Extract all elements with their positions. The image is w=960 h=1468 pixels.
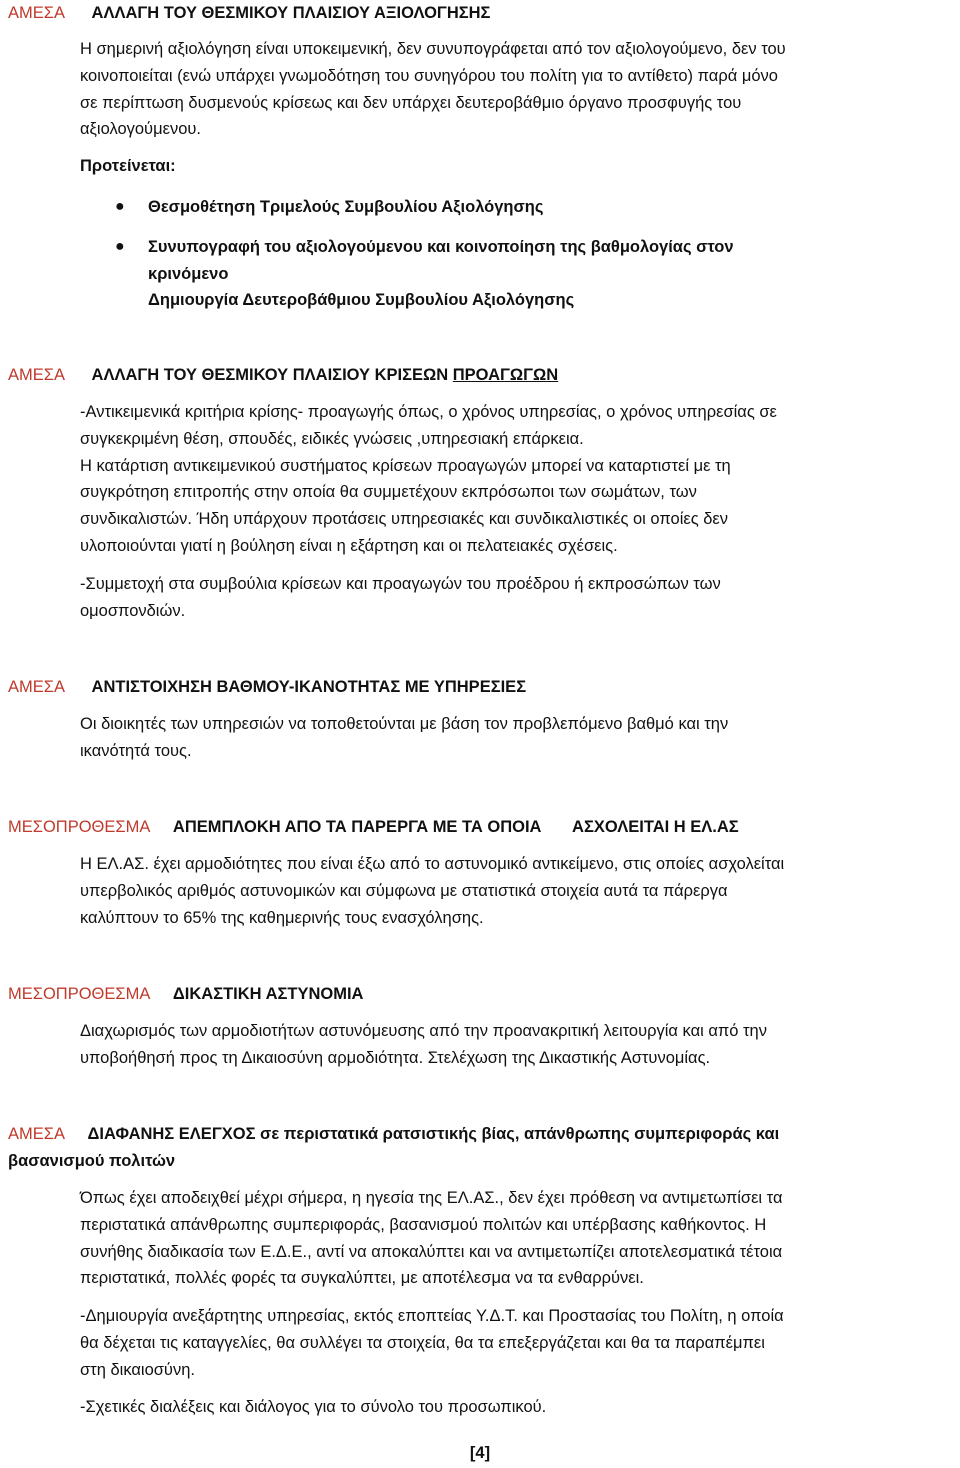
section-6-paragraph-3: -Σχετικές διαλέξεις και διάλογος για το σύνολο του προσωπικού. bbox=[80, 1398, 547, 1416]
section-6-paragraph-1 bbox=[80, 1185, 950, 1292]
list-item-extra: Δημιουργία Δευτεροβάθμιου Συμβουλίου Αξιολόγησης bbox=[148, 291, 575, 310]
section-1-line: κοινοποιείται (ενώ υπάρχει γνωμοδότηση του συνηγόρου του πολίτη για το αντίθετο) παρά μόνο bbox=[80, 66, 778, 85]
section-2-paragraph bbox=[80, 399, 950, 560]
bullet-dot-icon: ● bbox=[115, 198, 125, 215]
section-1-line: αξιολογούμενου. bbox=[80, 120, 201, 139]
section-6-line: περιστατικά, πολλές φορές τα συγκαλύπτει, με αποτέλεσμα να τα ενθαρρύνει. bbox=[80, 1269, 644, 1288]
section-2-line: ομοσπονδιών. bbox=[80, 601, 186, 620]
section-4-heading bbox=[8, 814, 739, 841]
section-1-line: σε περίπτωση δυσμενούς κρίσεως και δεν υπάρχει δευτεροβάθμιο όργανο προσφυγής του bbox=[80, 93, 742, 112]
section-2-tag: ΑΜΕΣΑ bbox=[8, 366, 65, 384]
section-2-line: συγκρότηση επιτροπής στην οποία θα συμμετέχουν εκπρόσωποι των σωμάτων, των bbox=[80, 483, 697, 502]
section-2-title: ΑΛΛΑΓΗ ΤΟΥ ΘΕΣΜΙΚΟΥ ΠΛΑΙΣΙΟΥ ΚΡΙΣΕΩΝ bbox=[91, 366, 453, 384]
list-item-continuation: κρινόμενο bbox=[148, 264, 229, 283]
section-6-paragraph-2 bbox=[80, 1303, 950, 1383]
bullet-dot-icon: ● bbox=[115, 237, 125, 255]
section-5-paragraph bbox=[80, 1018, 950, 1072]
section-4-title: ΑΠΕΜΠΛΟΚΗ ΑΠΟ ΤΑ ΠΑΡΕΡΓΑ ΜΕ ΤΑ ΟΠΟΙΑ bbox=[172, 818, 542, 836]
section-3-paragraph bbox=[80, 711, 950, 765]
section-3-line: ικανότητά τους. bbox=[80, 741, 192, 760]
section-3-title: ΑΝΤΙΣΤΟΙΧΗΣΗ ΒΑΘΜΟΥ-ΙΚΑΝΟΤΗΤΑΣ ΜΕ ΥΠΗΡΕΣΙΕΣ bbox=[91, 678, 527, 696]
section-6-line: στη δικαιοσύνη. bbox=[80, 1360, 195, 1379]
section-1-title: ΑΛΛΑΓΗ ΤΟΥ ΘΕΣΜΙΚΟΥ ΠΛΑΙΣΙΟΥ ΑΞΙΟΛΟΓΗΣΗΣ bbox=[91, 4, 491, 22]
section-6-line: Όπως έχει αποδειχθεί μέχρι σήμερα, η ηγεσία της ΕΛ.ΑΣ., δεν έχει πρόθεση να αντιμετωπίσει τα bbox=[80, 1189, 783, 1207]
section-6-title-line-1: ΔΙΑΦΑΝΗΣ ΕΛΕΓΧΟΣ σε περιστατικά ρατσιστικής βίας, απάνθρωπης συμπεριφοράς και bbox=[87, 1125, 780, 1143]
section-3-heading bbox=[8, 674, 526, 701]
section-6-heading bbox=[8, 1121, 779, 1148]
section-5-heading bbox=[8, 981, 363, 1008]
section-3-tag: ΑΜΕΣΑ bbox=[8, 678, 65, 696]
section-2-line: -Αντικειμενικά κριτήρια κρίσης- προαγωγής όπως, ο χρόνος υπηρεσίας, ο χρόνος υπηρεσίας σε bbox=[80, 403, 777, 421]
section-5-line: Διαχωρισμός των αρμοδιοτήτων αστυνόμευσης από την προανακριτική λειτουργία και από την bbox=[80, 1022, 767, 1040]
section-5-title: ΔΙΚΑΣΤΙΚΗ ΑΣΤΥΝΟΜΙΑ bbox=[172, 985, 364, 1003]
section-1-heading bbox=[8, 0, 490, 27]
list-item: ● Συνυπογραφή του αξιολογούμενου και κοινοποίηση της βαθμολογίας στον bbox=[148, 234, 734, 261]
section-5-tag: ΜΕΣΟΠΡΟΘΕΣΜΑ bbox=[8, 985, 151, 1003]
section-6-tag: ΑΜΕΣΑ bbox=[8, 1125, 65, 1143]
section-4-line: καλύπτουν το 65% της καθημερινής τους ενασχόλησης. bbox=[80, 908, 484, 927]
section-1-tag: ΑΜΕΣΑ bbox=[8, 4, 65, 22]
proposal-label: Προτείνεται: bbox=[80, 157, 176, 175]
section-5-line: υποβοήθησή προς τη Δικαιοσύνη αρμοδιότητα. Στελέχωση της Δικαστικής Αστυνομίας. bbox=[80, 1048, 711, 1067]
section-3-line: Οι διοικητές των υπηρεσιών να τοποθετούνται με βάση τον προβλεπόμενο βαθμό και την bbox=[80, 715, 729, 733]
section-2-line: Η κατάρτιση αντικειμενικού συστήματος κρίσεων προαγωγών μπορεί να καταρτιστεί με τη bbox=[80, 456, 731, 475]
section-6-title-line-2: βασανισμού πολιτών bbox=[8, 1152, 176, 1170]
section-6-line: -Δημιουργία ανεξάρτητης υπηρεσίας, εκτός εποπτείας Υ.Δ.Τ. και Προστασίας του Πολίτη, η οποία bbox=[80, 1307, 784, 1325]
section-2-heading bbox=[8, 362, 558, 389]
list-item: ● Θεσμοθέτηση Τριμελούς Συμβουλίου Αξιολόγησης bbox=[148, 194, 734, 221]
section-2-line: συγκεκριμένη θέση, σπουδές, ειδικές γνώσεις ,υπηρεσιακή επάρκεια. bbox=[80, 429, 584, 448]
section-4-paragraph bbox=[80, 851, 950, 931]
section-4-title-tail: ΑΣΧΟΛΕΙΤΑΙ Η ΕΛ.ΑΣ bbox=[572, 818, 739, 836]
section-4-line: Η ΕΛ.ΑΣ. έχει αρμοδιότητες που είναι έξω από το αστυνομικό αντικείμενο, στις οποίες ασχολείται bbox=[80, 855, 785, 873]
section-6-line: περιστατικά απάνθρωπης συμπεριφοράς, βασανισμού πολιτών και υπέρβασης καθήκοντος. Η bbox=[80, 1215, 767, 1234]
section-4-line: υπερβολικός αριθμός αστυνομικών και σύμφωνα με στατιστικά στοιχεία αυτά τα πάρεργα bbox=[80, 881, 728, 900]
section-2-line: υλοποιούνται γιατί η βούληση είναι η εξάρτηση και οι πελατειακές σχέσεις. bbox=[80, 536, 618, 555]
section-1-paragraph bbox=[80, 36, 950, 143]
page-number: [4] bbox=[469, 1444, 491, 1462]
section-6-line: θα δέχεται τις καταγγελίες, θα συλλέγει τα στοιχεία, θα τα επεξεργάζεται και θα τα παραπέμπει bbox=[80, 1333, 765, 1352]
section-2-line: συνδικαλιστών. Ήδη υπάρχουν προτάσεις υπηρεσιακές και συνδικαλιστικές οι οποίες δεν bbox=[80, 510, 729, 529]
section-1-line: Η σημερινή αξιολόγηση είναι υποκειμενική, δεν συνυπογράφεται από τον αξιολογούμενο, δεν του bbox=[80, 40, 786, 58]
proposal-list bbox=[115, 194, 734, 314]
section-4-tag: ΜΕΣΟΠΡΟΘΕΣΜΑ bbox=[8, 818, 151, 836]
section-2-paragraph-2 bbox=[80, 571, 950, 625]
section-2-line: -Συμμετοχή στα συμβούλια κρίσεων και προαγωγών του προέδρου ή εκπροσώπων των bbox=[80, 575, 721, 593]
section-2-title-underlined: ΠΡΟΑΓΩΓΩΝ bbox=[452, 366, 559, 384]
section-6-line: συνήθης διαδικασία των Ε.Δ.Ε., αντί να αποκαλύπτει και να αντιμετωπίζει αποτελεσματικά τέτοια bbox=[80, 1242, 783, 1261]
